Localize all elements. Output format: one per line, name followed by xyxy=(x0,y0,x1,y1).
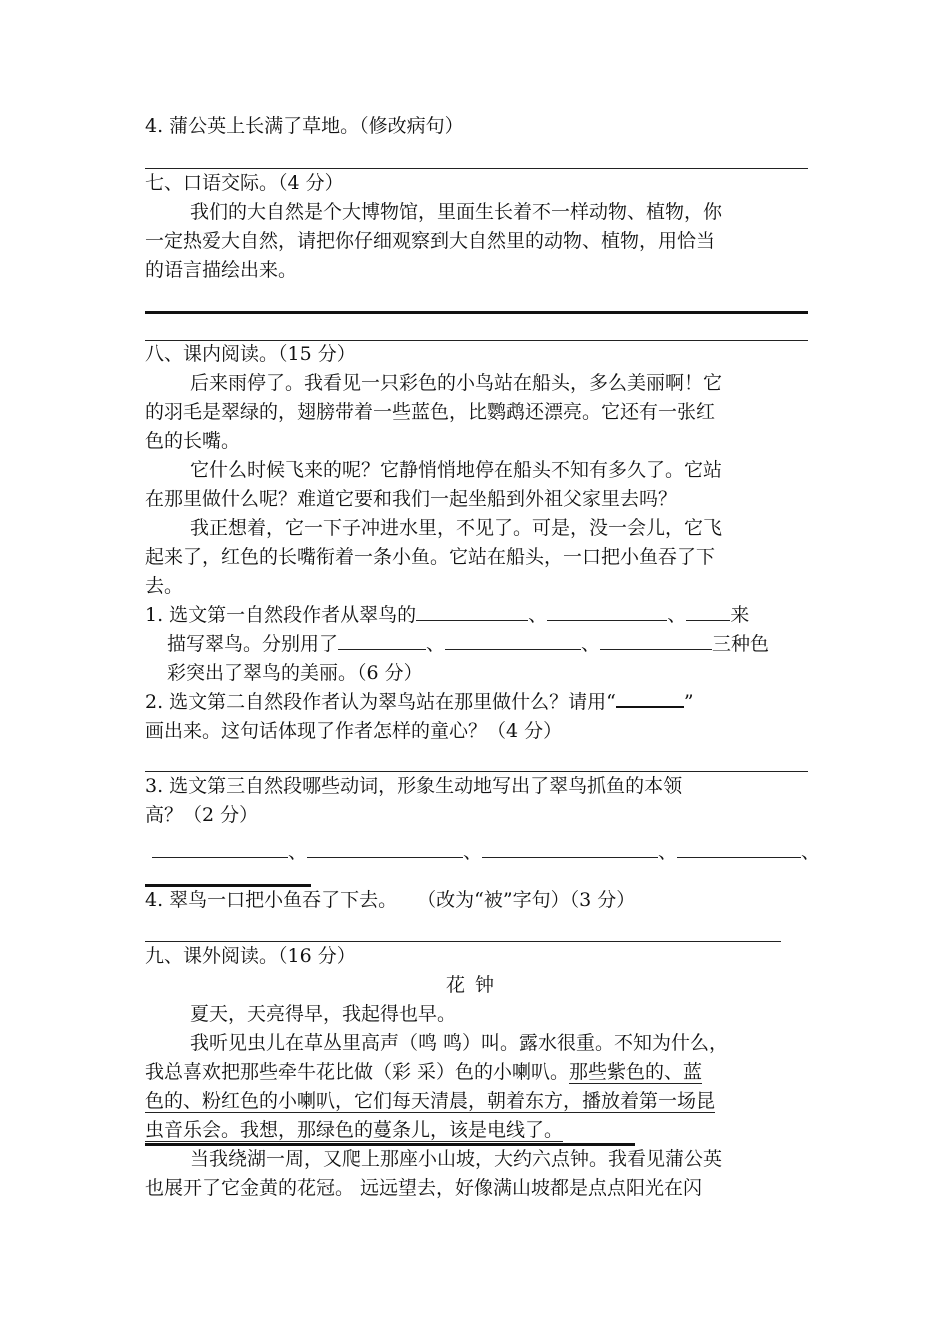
fill-blank[interactable] xyxy=(307,839,463,858)
passage-line: 我正想着，它一下子冲进水里，不见了。可是，没一会儿，它飞 xyxy=(190,517,723,539)
question-1-suffix: 三种色 xyxy=(712,633,770,655)
passage-line: 我听见虫儿在草丛里高声（鸣 鸣）叫。露水很重。不知为什么， xyxy=(190,1032,729,1054)
question-3-answer-blanks xyxy=(152,838,821,867)
question-4-line xyxy=(145,886,810,915)
fill-blank[interactable] xyxy=(600,631,712,650)
passage-line: 它什么时候飞来的呢？它静悄悄地停在船头不知有多久了。它站 xyxy=(190,459,723,481)
fill-blank[interactable] xyxy=(152,839,288,858)
section7-heading: 七、口语交际。（4 分） xyxy=(145,172,344,194)
section9-heading: 九、课外阅读。（16 分） xyxy=(145,945,356,967)
question-1-prompt: 描写翠鸟。分别用了 xyxy=(167,633,339,655)
question-1-line xyxy=(145,601,810,630)
passage-line: 去。 xyxy=(145,575,184,597)
question-1-prompt: 1. 选文第一自然段作者从翠鸟的 xyxy=(145,604,417,626)
answer-line[interactable] xyxy=(145,311,808,314)
question-1-line xyxy=(167,630,832,659)
question-4-sentence: 4. 翠鸟一口把小鱼吞了下去。 xyxy=(145,889,398,911)
fill-blank[interactable] xyxy=(686,602,730,621)
passage-line: 的羽毛是翠绿的，翅膀带着一些蓝色，比鹦鹉还漂亮。它还有一张红 xyxy=(145,401,716,423)
separator: 、 xyxy=(667,604,687,626)
passage-line xyxy=(145,1116,810,1145)
passage-line: 起来了，红色的长嘴衔着一条小鱼。它站在船头，一口把小鱼吞了下 xyxy=(145,546,716,568)
question-2-prompt: 2. 选文第二自然段作者认为翠鸟站在那里做什么？请用“ xyxy=(145,691,616,713)
underlined-sentence: 那些紫色的、蓝 xyxy=(569,1061,703,1083)
separator: 、 xyxy=(463,841,483,863)
section7-text-line: 的语言描绘出来。 xyxy=(145,259,298,281)
question-3-line: 高？（2 分） xyxy=(145,804,259,826)
underlined-sentence: 色的、粉红色的小喇叭，它们每天清晨，朝着东方， xyxy=(145,1090,583,1112)
passage-line xyxy=(145,1087,810,1116)
passage-text: 我总喜欢把那些牵牛花比做（彩 采）色的小喇叭。 xyxy=(145,1061,570,1083)
separator: 、 xyxy=(426,633,446,655)
question-2-line xyxy=(145,688,810,717)
fill-blank[interactable] xyxy=(416,602,528,621)
question-2-line: 画出来。这句话体现了作者怎样的童心？（4 分） xyxy=(145,720,563,742)
underlined-sentence: 我想，那绿色的蔓条儿，该是电线了。 xyxy=(240,1119,564,1141)
underlined-sentence: 播放着第一场昆 xyxy=(582,1090,716,1112)
question-1-suffix: 来 xyxy=(730,604,750,626)
question-3-line: 3. 选文第三自然段哪些动词，形象生动地写出了翠鸟抓鱼的本领 xyxy=(145,775,683,797)
section7-text-line: 我们的大自然是个大博物馆，里面生长着不一样动物、植物，你 xyxy=(190,201,723,223)
separator: 、 xyxy=(801,841,821,863)
section8-heading: 八、课内阅读。（15 分） xyxy=(145,343,356,365)
fill-blank[interactable] xyxy=(547,602,667,621)
passage-line: 当我绕湖一周，又爬上那座小山坡，大约六点钟。我看见蒲公英 xyxy=(190,1148,723,1170)
passage-line: 也展开了它金黄的花冠。 远远望去，好像满山坡都是点点阳光在闪 xyxy=(145,1177,703,1199)
question-2-quote-close: ” xyxy=(683,691,694,713)
passage-line: 夏天，天亮得早，我起得也早。 xyxy=(190,1003,457,1025)
fill-blank[interactable] xyxy=(482,839,658,858)
underlined-sentence: 虫音乐会。 xyxy=(145,1119,241,1141)
passage-line: 在那里做什么呢？难道它要和我们一起坐船到外祖父家里去吗？ xyxy=(145,488,678,510)
passage-line: 色的长嘴。 xyxy=(145,430,241,452)
separator: 、 xyxy=(288,841,308,863)
question-4-instruction: （改为“被”字句）（3 分） xyxy=(417,889,636,911)
q4-rewrite-sentence: 4. 蒲公英上长满了草地。（修改病句） xyxy=(145,115,464,137)
underline-mark-example xyxy=(616,688,684,708)
separator: 、 xyxy=(581,633,601,655)
fill-blank[interactable] xyxy=(677,839,801,858)
separator: 、 xyxy=(528,604,548,626)
section7-text-line: 一定热爱大自然，请把你仔细观察到大自然里的动物、植物，用恰当 xyxy=(145,230,716,252)
fill-blank[interactable] xyxy=(445,631,581,650)
question-1-line: 彩突出了翠鸟的美丽。（6 分） xyxy=(167,662,423,684)
passage-line xyxy=(145,1058,810,1087)
fill-blank[interactable] xyxy=(338,631,426,650)
separator: 、 xyxy=(658,841,678,863)
passage-line: 后来雨停了。我看见一只彩色的小鸟站在船头，多么美丽啊！它 xyxy=(190,372,723,394)
passage-title: 花钟 xyxy=(445,974,504,996)
